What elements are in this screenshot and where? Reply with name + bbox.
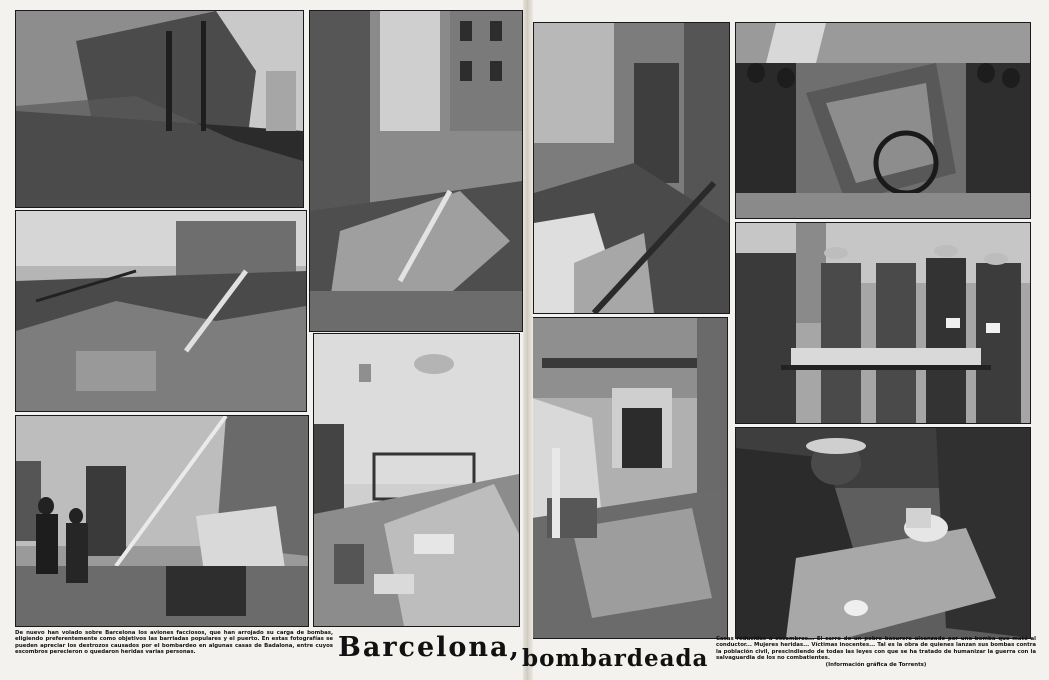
caption-right-text: Casas reducidas a escombros... El carro de un pobre basurero alcanzado por una bomba que mató al conductor... Mujeres heridas... Víctimas inocentes... Tal es la obra de quienes lanzan sus bombas contra la población civil, prescindiendo de todas las leyes con que se ha tratado de humanizar la guerra con la salvaguardia de los no combatientes. — [716, 636, 1036, 662]
headline-barcelona: Barcelona, — [338, 632, 521, 663]
photo-stretcher-bearers — [735, 222, 1031, 424]
photo-credit: (Información gráfica de Torrents) — [825, 661, 927, 668]
photo-rubble-heap — [15, 210, 307, 412]
caption-left: De nuevo han volado sobre Barcelona los aviones facciosos, que han arrojado su carga de bombas, eligiendo preferentemente como objetivos las barriadas populares y el puerto. En estas fotografías se pueden apreciar los destrozos causados por el bombardeo en algunas casas de Badalona, entre cuyos escombros perecieron o quedaron heridas varias personas. — [15, 630, 333, 656]
caption-right — [716, 636, 1036, 668]
photo-interior-bedframe — [313, 333, 520, 627]
page-gutter — [523, 0, 533, 680]
photo-wrecked-cart-crowd — [735, 22, 1031, 219]
photo-wrecked-doorway — [531, 317, 728, 639]
headline-bombardeada: bombardeada — [522, 645, 709, 672]
photo-collapsed-roof — [15, 10, 304, 208]
photo-gutted-building — [309, 10, 523, 332]
photo-first-aid-wounded — [735, 427, 1031, 639]
photo-broken-wall-window — [533, 22, 730, 314]
photo-street-debris-men — [15, 415, 309, 627]
